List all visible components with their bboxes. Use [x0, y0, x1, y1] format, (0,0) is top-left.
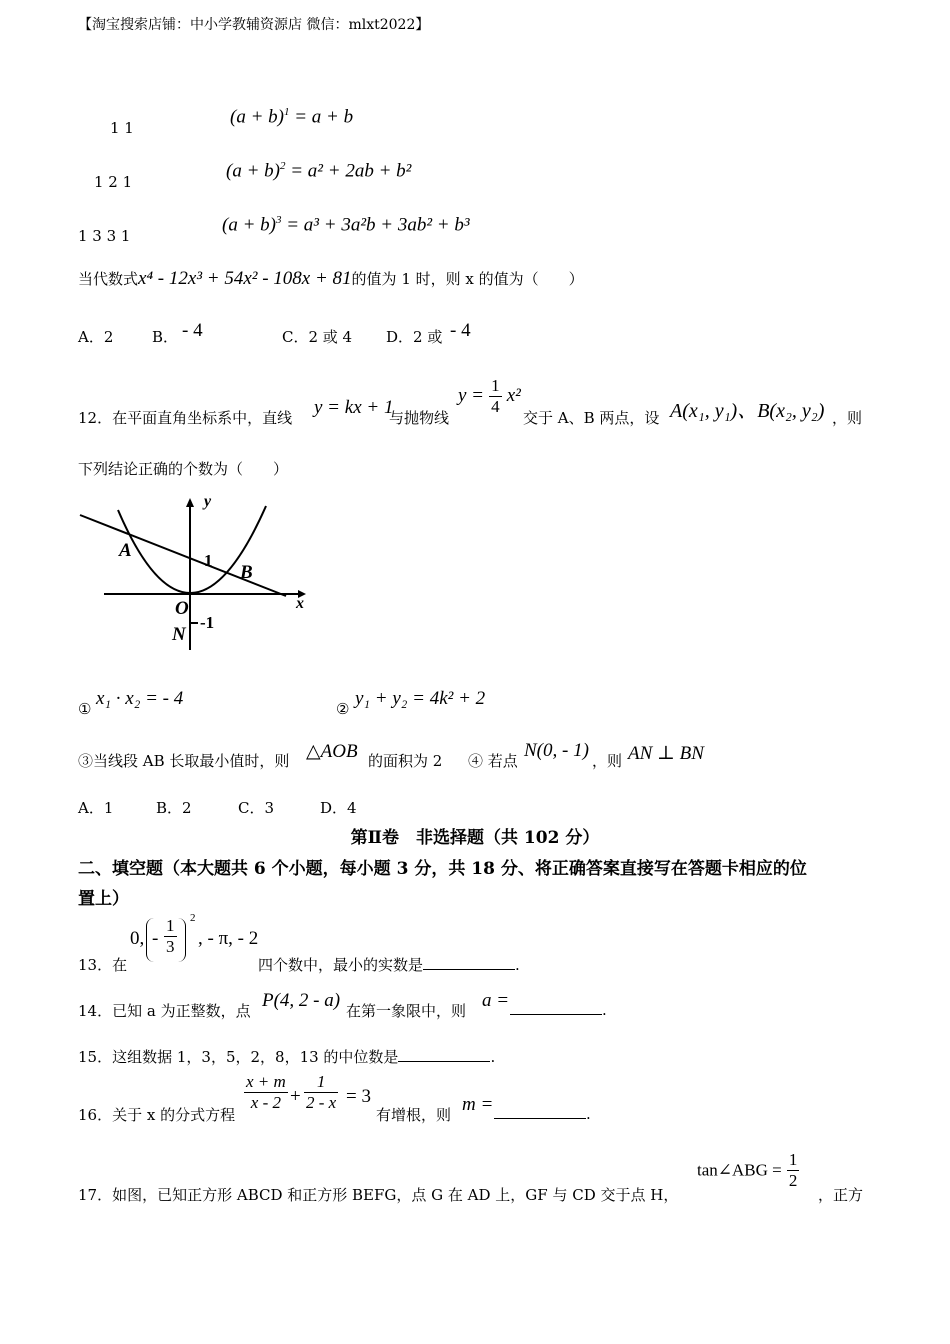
q13-prefix: 13．在	[78, 956, 128, 974]
binomial-eq-1: $(a + b)^1 = a + b$	[230, 106, 354, 128]
q15: 15．这组数据 1，3，5，2，8，13 的中位数是 .	[78, 1048, 496, 1066]
graph-label-y: y	[204, 493, 212, 510]
q12-parabola-eq: y = $\frac{1}{4}$ x²	[458, 376, 521, 416]
fill-heading-line2: 置上）	[78, 889, 129, 909]
graph-label-n: N	[172, 624, 186, 645]
q12-choice-d: D．4	[320, 799, 357, 817]
pascal-row-3: 1 3 3 1	[78, 227, 131, 245]
graph-label-a: A	[119, 540, 132, 561]
statement-3: ③当线段 AB 长取最小值时，则	[78, 752, 290, 770]
q12-line2: 下列结论正确的个数为（ ）	[78, 460, 289, 478]
binomial-eq-2: $(a + b)^2 = a^2 + 2ab + b^2$	[226, 160, 412, 182]
q12-part4: ，则	[832, 409, 863, 427]
y-axis-arrow	[186, 498, 194, 507]
statement-4-math: N(0, - 1)	[524, 740, 589, 761]
statement-4: ④ 若点	[468, 752, 518, 770]
q11-choice-d-math: - 4	[450, 320, 471, 341]
statement-1: x₁ · x₂ = - 4	[96, 688, 184, 709]
parabola-graph	[78, 490, 318, 655]
q13-answer-blank[interactable]	[423, 955, 515, 970]
q13-suffix: 四个数中，最小的实数是 .	[258, 956, 520, 974]
q12-part3: 交于 A、B 两点，设	[523, 409, 660, 427]
q16-answer-blank[interactable]	[494, 1104, 586, 1119]
section-title: 第Ⅱ卷 非选择题（共 102 分）	[350, 828, 600, 848]
q11-choice-b: B．	[152, 328, 179, 346]
pascal-row-2: 1 2 1	[94, 173, 133, 191]
q17-tail: ，正方	[818, 1186, 864, 1204]
q11-choice-d: D．2 或	[386, 328, 443, 346]
q15-answer-blank[interactable]	[398, 1047, 490, 1062]
statement-3-tail: 的面积为 2	[368, 752, 443, 770]
q12-choice-c: C．3	[238, 799, 275, 817]
graph-label-x: x	[296, 595, 304, 612]
binomial-eq-3: $(a + b)^3 = a^3 + 3a^2b + 3ab^2 + b^3$	[222, 214, 470, 236]
q17-stem: 17．如图，已知正方形 ABCD 和正方形 BEFG，点 G 在 AD 上，GF 与 CD 交于点 H，	[78, 1186, 679, 1204]
graph-label-b: B	[240, 562, 253, 583]
q17-tan: tan∠ABG = $\frac{1}{2}$	[697, 1150, 798, 1190]
graph-label-neg-one: -1	[200, 613, 215, 632]
q12-part2: 与抛物线	[389, 409, 450, 427]
statement-4-mid: ，则	[592, 752, 623, 770]
q11-choice-c: C．2 或 4	[282, 328, 353, 346]
q12-choice-b: B．2	[156, 799, 192, 817]
statement-2-marker: ②	[336, 700, 350, 718]
header-banner: 【淘宝搜索店铺：中小学教辅资源店 微信：mlxt2022】	[78, 17, 430, 33]
graph-label-one: 1	[204, 551, 213, 570]
q12-choice-a: A．1	[78, 799, 114, 817]
q11-choice-b-math: - 4	[182, 320, 203, 341]
q14-point: P(4, 2 - a)	[262, 990, 341, 1011]
fill-heading-line1: 二、填空题（本大题共 6 个小题，每小题 3 分，共 18 分、将正确答案直接写在答题卡相应的位	[78, 859, 807, 879]
graph-label-o: O	[175, 598, 189, 619]
q12-part1: 12．在平面直角坐标系中，直线	[78, 409, 293, 427]
q16: 16．关于 x 的分式方程 $\frac{x + m}{x - 2}$ + $\frac{1}{2 - x}$ = 3 有增根，则 m = .	[78, 1072, 591, 1124]
statement-1-marker: ①	[78, 700, 92, 718]
q12-points: A(x₁, y₁)、B(x₂, y₂)	[670, 400, 825, 422]
statement-3-math: △AOB	[306, 741, 358, 762]
statement-2: y₁ + y₂ = 4k² + 2	[355, 688, 486, 709]
statement-4-tail: AN ⊥ BN	[628, 743, 704, 764]
pascal-row-1: 1 1	[110, 119, 134, 137]
q11-stem: 当代数式x⁴ - 12x³ + 54x² - 108x + 81的值为 1 时，则 x 的值为（ ）	[78, 268, 584, 289]
q12-line-eq: y = kx + 1	[314, 397, 394, 418]
q11-choice-a: A．2	[78, 328, 114, 346]
q14-answer-blank[interactable]	[510, 1000, 602, 1015]
